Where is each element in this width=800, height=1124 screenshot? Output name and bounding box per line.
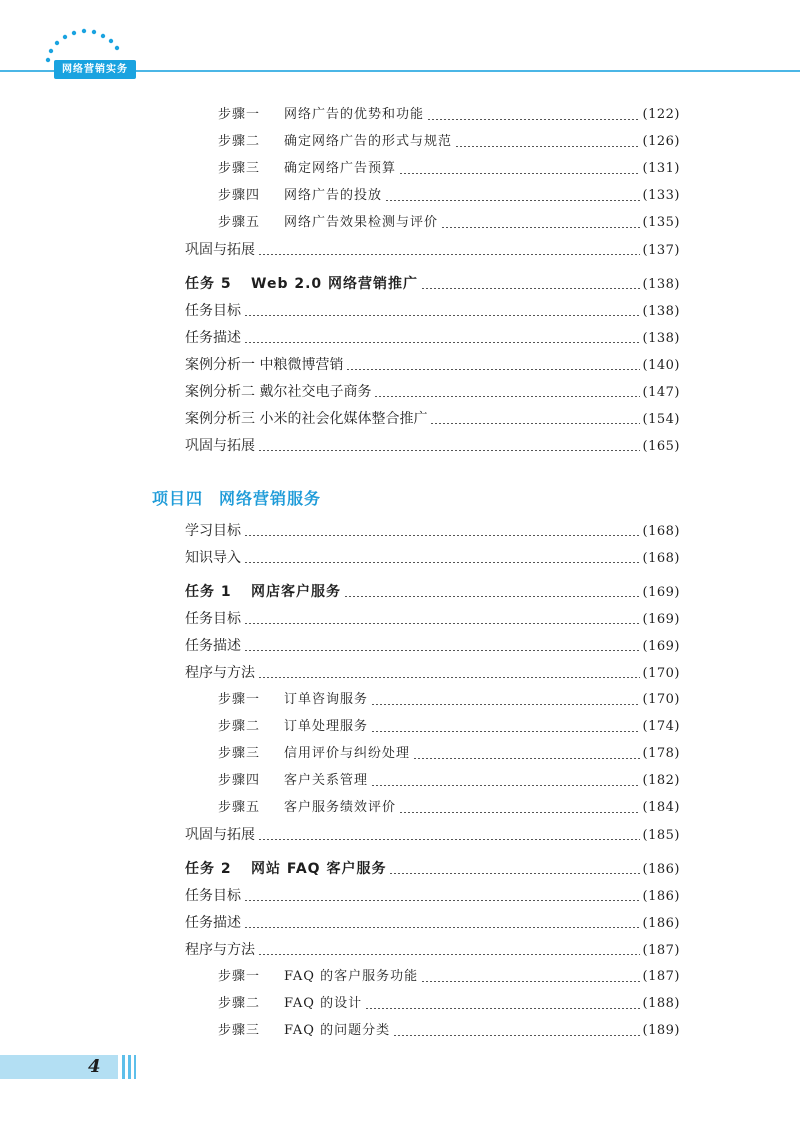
toc-entry-page: (188) <box>642 996 680 1011</box>
toc-entry-label <box>218 770 368 792</box>
toc-entry-page: (189) <box>642 1023 680 1038</box>
toc-entry-number: 步骤三 <box>218 1023 261 1038</box>
toc-entry-page: (147) <box>642 385 680 400</box>
toc-entry-title: 客户关系管理 <box>284 773 369 788</box>
toc-entry-number: 步骤四 <box>218 188 261 203</box>
toc-entry[interactable] <box>185 327 680 349</box>
toc-entry-title: 确定网络广告预算 <box>284 161 397 176</box>
toc-entry-label <box>218 993 362 1015</box>
toc-entry-title: 任务目标 <box>185 303 241 319</box>
toc-entry-label <box>185 520 241 542</box>
dot-leader <box>374 396 639 397</box>
dot-leader <box>399 812 640 813</box>
toc-entry-number: 步骤五 <box>218 800 261 815</box>
toc-entry-label <box>218 797 396 819</box>
toc-entry-page: (170) <box>642 666 680 681</box>
toc-entry-label <box>218 212 438 234</box>
dot-leader <box>258 839 640 840</box>
toc-entry-title: 程序与方法 <box>185 942 255 958</box>
toc-entry-page: (131) <box>642 161 680 176</box>
toc-entry[interactable] <box>218 993 680 1015</box>
toc-entry-number: 步骤三 <box>218 161 261 176</box>
toc-entry-title: 订单处理服务 <box>284 719 369 734</box>
section-title: 网络营销服务 <box>219 489 322 508</box>
dot-leader <box>371 785 640 786</box>
page-number: 4 <box>88 1056 101 1077</box>
toc-entry-title: 巩固与拓展 <box>185 242 255 258</box>
toc-entry[interactable] <box>185 581 680 603</box>
toc-entry-label <box>218 689 368 711</box>
toc-entry-label <box>218 1020 390 1042</box>
toc-entry[interactable] <box>185 239 680 261</box>
toc-entry-label <box>185 858 386 880</box>
dot-leader <box>393 1035 639 1036</box>
dot-leader <box>244 650 640 651</box>
dot-leader <box>430 423 639 424</box>
toc-entry-label <box>185 547 241 569</box>
toc-entry-number: 任务 5 <box>185 276 232 292</box>
toc-entry[interactable] <box>185 635 680 657</box>
toc-entry[interactable] <box>218 966 680 988</box>
toc-entry-page: (184) <box>642 800 680 815</box>
toc-entry-title: 网络广告的优势和功能 <box>284 107 425 122</box>
toc-entry-title: 客户服务绩效评价 <box>284 800 397 815</box>
toc-entry-number: 步骤二 <box>218 719 261 734</box>
toc-entry-page: (137) <box>642 243 680 258</box>
toc-entry[interactable] <box>185 885 680 907</box>
toc-entry[interactable] <box>185 354 680 376</box>
toc-entry-title: 任务目标 <box>185 611 241 627</box>
toc-entry-page: (165) <box>642 439 680 454</box>
toc-entry[interactable] <box>185 273 680 295</box>
dot-leader <box>244 927 640 928</box>
toc-entry-title: 任务目标 <box>185 888 241 904</box>
toc-entry-label <box>185 300 241 322</box>
toc-entry-page: (186) <box>642 889 680 904</box>
dot-leader <box>244 535 640 536</box>
toc-entry-title: 程序与方法 <box>185 665 255 681</box>
toc-entry-label <box>185 327 241 349</box>
toc-entry-title: FAQ 的问题分类 <box>284 1023 391 1038</box>
toc-entry-label <box>218 743 410 765</box>
toc-entry-page: (178) <box>642 746 680 761</box>
toc-entry-title: FAQ 的设计 <box>284 996 363 1011</box>
toc-entry[interactable] <box>218 743 680 765</box>
toc-entry[interactable] <box>185 520 680 542</box>
toc-entry-page: (138) <box>642 277 680 292</box>
toc-entry-label <box>185 239 255 261</box>
toc-entry[interactable] <box>185 939 680 961</box>
toc-entry-label <box>218 185 382 207</box>
toc-entry[interactable] <box>218 1020 680 1042</box>
toc-entry-title: 案例分析三 小米的社会化媒体整合推广 <box>185 411 428 427</box>
toc-entry-number: 步骤二 <box>218 996 261 1011</box>
toc-entry-page: (135) <box>642 215 680 230</box>
toc-entry-label <box>185 662 255 684</box>
toc-entry[interactable] <box>185 547 680 569</box>
toc-entry-title: 信用评价与纠纷处理 <box>284 746 411 761</box>
toc-entry-label <box>185 273 418 295</box>
toc-entry[interactable] <box>218 212 680 234</box>
toc-entry-title: 学习目标 <box>185 523 241 539</box>
dot-leader <box>371 731 640 732</box>
toc-entry-label <box>185 608 241 630</box>
toc-entry-label <box>185 381 371 403</box>
toc-entry-page: (169) <box>642 639 680 654</box>
toc-entry-label <box>218 716 368 738</box>
dot-leader <box>421 981 639 982</box>
toc-entry-number: 步骤二 <box>218 134 261 149</box>
dot-leader <box>413 758 640 759</box>
toc-entry-page: (169) <box>642 612 680 627</box>
dot-leader <box>389 873 639 874</box>
footer-stripe <box>134 1055 136 1079</box>
footer-stripe <box>128 1055 131 1079</box>
toc-entry-title: 案例分析二 戴尔社交电子商务 <box>185 384 372 400</box>
dot-leader <box>441 227 640 228</box>
toc-entry[interactable] <box>185 435 680 457</box>
toc-entry-title: 确定网络广告的形式与规范 <box>284 134 453 149</box>
toc-entry-page: (169) <box>642 585 680 600</box>
toc-entry[interactable] <box>185 608 680 630</box>
toc-entry-label <box>218 966 418 988</box>
toc-entry-page: (170) <box>642 692 680 707</box>
toc-entry[interactable] <box>218 158 680 180</box>
toc-entry-title: 网络广告效果检测与评价 <box>284 215 439 230</box>
toc-entry-page: (168) <box>642 524 680 539</box>
dot-leader <box>244 315 640 316</box>
dot-leader <box>244 900 640 901</box>
toc-entry[interactable] <box>218 131 680 153</box>
toc-entry-page: (126) <box>642 134 680 149</box>
toc-entry-label <box>185 885 241 907</box>
toc-entry-label <box>218 158 396 180</box>
toc-entry-page: (186) <box>642 916 680 931</box>
toc-entry-page: (187) <box>642 969 680 984</box>
toc-entry-title: 任务描述 <box>185 638 241 654</box>
dot-leader <box>258 677 640 678</box>
toc-entry-title: 网络广告的投放 <box>284 188 383 203</box>
toc-entry-label <box>185 824 255 846</box>
toc-entry-page: (185) <box>642 828 680 843</box>
toc-entry-number: 步骤五 <box>218 215 261 230</box>
toc-entry-title: 网站 FAQ 客户服务 <box>251 861 387 877</box>
toc-entry[interactable] <box>185 381 680 403</box>
toc-entry-label <box>218 131 452 153</box>
toc-entry-label <box>185 581 341 603</box>
toc-entry-page: (154) <box>642 412 680 427</box>
toc-entry-title: Web 2.0 网络营销推广 <box>251 276 419 292</box>
toc-entry-title: 任务描述 <box>185 915 241 931</box>
toc-entry[interactable] <box>218 689 680 711</box>
toc-entry-title: 巩固与拓展 <box>185 827 255 843</box>
toc-entry-title: 订单咨询服务 <box>284 692 369 707</box>
toc-entry-label <box>185 408 427 430</box>
dot-leader <box>258 254 640 255</box>
dot-leader <box>258 954 640 955</box>
toc-entry[interactable] <box>185 858 680 880</box>
dot-leader <box>421 288 640 289</box>
section-heading <box>152 486 321 512</box>
toc-entry-page: (133) <box>642 188 680 203</box>
footer-stripe <box>122 1055 125 1079</box>
dot-leader <box>244 623 640 624</box>
dot-leader <box>399 173 640 174</box>
dot-leader <box>244 562 640 563</box>
toc-entry-number: 任务 2 <box>185 861 232 877</box>
toc-entry[interactable] <box>185 824 680 846</box>
toc-entry-title: 案例分析一 中粮微博营销 <box>185 357 344 373</box>
toc-entry-label <box>185 435 255 457</box>
toc-entry-title: 网店客户服务 <box>251 584 341 600</box>
dot-leader <box>455 146 640 147</box>
dot-leader <box>371 704 640 705</box>
dot-leader <box>346 369 639 370</box>
toc-entry-label <box>185 939 255 961</box>
toc-entry-number: 步骤四 <box>218 773 261 788</box>
toc-entry-title: FAQ 的客户服务功能 <box>284 969 419 984</box>
dot-leader <box>344 596 640 597</box>
toc-entry-page: (186) <box>642 862 680 877</box>
toc-entry[interactable] <box>218 104 680 126</box>
toc-entry-label <box>185 354 343 376</box>
page-header <box>0 0 800 90</box>
toc-entry-number: 步骤一 <box>218 692 261 707</box>
toc-entry[interactable] <box>218 185 680 207</box>
dot-leader <box>385 200 640 201</box>
toc-entry-title: 巩固与拓展 <box>185 438 255 454</box>
toc-entry-page: (138) <box>642 304 680 319</box>
toc-entry-title: 知识导入 <box>185 550 241 566</box>
toc-entry-number: 步骤一 <box>218 969 261 984</box>
toc-entry[interactable] <box>185 662 680 684</box>
toc-entry-page: (182) <box>642 773 680 788</box>
toc-entry-title: 任务描述 <box>185 330 241 346</box>
toc-entry[interactable] <box>185 912 680 934</box>
dot-leader <box>365 1008 639 1009</box>
toc-entry[interactable] <box>185 300 680 322</box>
toc-entry-page: (140) <box>642 358 680 373</box>
toc-entry[interactable] <box>218 797 680 819</box>
toc-entry-number: 任务 1 <box>185 584 232 600</box>
toc-entry-label <box>218 104 424 126</box>
dot-leader <box>244 342 640 343</box>
toc-entry-page: (187) <box>642 943 680 958</box>
toc-entry-page: (138) <box>642 331 680 346</box>
book-title-badge: 网络营销实务 <box>54 60 136 79</box>
toc-entry-number: 步骤三 <box>218 746 261 761</box>
toc-entry[interactable] <box>185 408 680 430</box>
toc-entry[interactable] <box>218 770 680 792</box>
toc-entry-page: (174) <box>642 719 680 734</box>
page-footer <box>0 1052 800 1082</box>
toc-entry-number: 步骤一 <box>218 107 261 122</box>
section-number: 项目四 <box>152 489 204 508</box>
toc-entry[interactable] <box>218 716 680 738</box>
dot-leader <box>427 119 640 120</box>
toc-entry-page: (122) <box>642 107 680 122</box>
toc-entry-label <box>185 635 241 657</box>
toc-entry-label <box>185 912 241 934</box>
dot-leader <box>258 450 640 451</box>
toc-entry-page: (168) <box>642 551 680 566</box>
